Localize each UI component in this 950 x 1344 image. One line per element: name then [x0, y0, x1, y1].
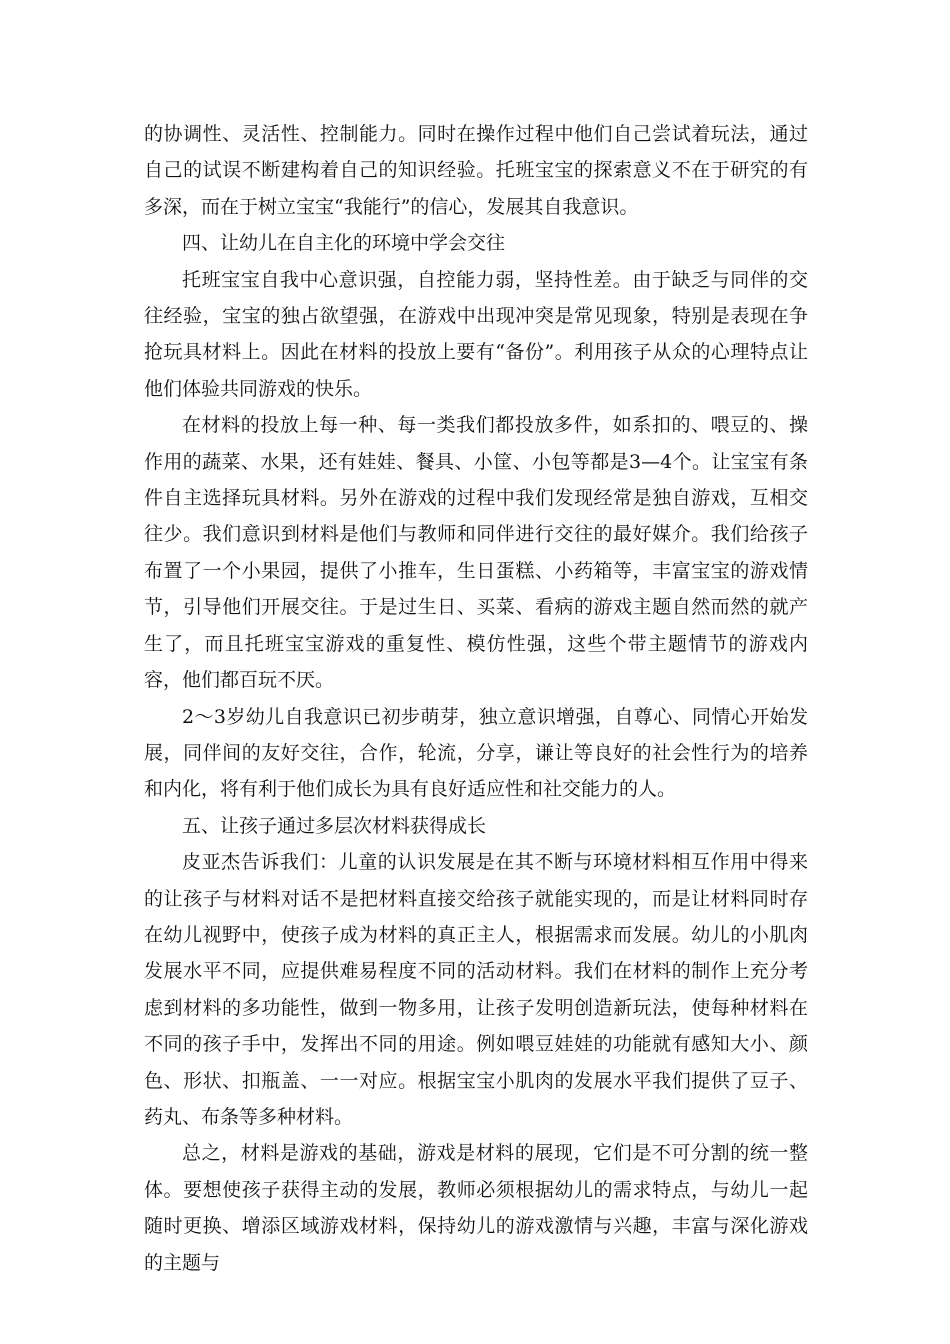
paragraph-summary: 总之，材料是游戏的基础，游戏是材料的展现，它们是不可分割的统一整体。要想使孩子获得主动的发展，教师必须根据幼儿的需求特点，与幼儿一起随时更换、增添区域游戏材料，保持幼儿的游戏激情与兴趣，丰富与深化游戏的主题与 — [144, 1142, 808, 1274]
document-body — [144, 116, 808, 1281]
paragraph-continued: 的协调性、灵活性、控制能力。同时在操作过程中他们自己尝试着玩法，通过自己的试误不断建构着自己的知识经验。托班宝宝的探索意义不在于研究的有多深，而在于树立宝宝“我能行”的信心，发展其自我意识。 — [144, 123, 808, 218]
section-heading-4: 四、让幼儿在自主化的环境中学会交往 — [182, 232, 506, 255]
paragraph: 2～3岁幼儿自我意识已初步萌芽，独立意识增强，自尊心、同情心开始发展，同伴间的友好交往，合作，轮流，分享，谦让等良好的社会性行为的培养和内化，将有利于他们成长为具有良好适应性和社交能力的人。 — [144, 705, 808, 801]
paragraph: 在材料的投放上每一种、每一类我们都投放多件，如系扣的、喂豆的、操作用的蔬菜、水果，还有娃娃、餐具、小筐、小包等都是3—4个。让宝宝有条件自主选择玩具材料。另外在游戏的过程中我们发现经常是独自游戏，互相交往少。我们意识到材料是他们与教师和同伴进行交往的最好媒介。我们给孩子布置了一个小果园，提供了小推车，生日蛋糕、小药箱等，丰富宝宝的游戏情节，引导他们开展交往。于是过生日、买菜、看病的游戏主题自然而然的就产生了，而且托班宝宝游戏的重复性、模仿性强，这些个带主题情节的游戏内容，他们都百玩不厌。 — [144, 414, 808, 692]
paragraph: 托班宝宝自我中心意识强，自控能力弱，坚持性差。由于缺乏与同伴的交往经验，宝宝的独占欲望强，在游戏中出现冲突是常见现象，特别是表现在争抢玩具材料上。因此在材料的投放上要有“备份”。利用孩子从众的心理特点让他们体验共同游戏的快乐。 — [144, 268, 808, 400]
section-heading-5: 五、让孩子通过多层次材料获得成长 — [182, 814, 487, 837]
paragraph: 皮亚杰告诉我们：儿童的认识发展是在其不断与环境材料相互作用中得来的让孩子与材料对话不是把材料直接交给孩子就能实现的，而是让材料同时存在幼儿视野中，使孩子成为材料的真正主人，根据需求而发展。幼儿的小肌肉发展水平不同，应提供难易程度不同的活动材料。我们在材料的制作上充分考虑到材料的多功能性，做到一物多用，让孩子发明创造新玩法，使每种材料在不同的孩子手中，发挥出不同的用途。例如喂豆娃娃的功能就有感知大小、颜色、形状、扣瓶盖、一一对应。根据宝宝小肌肉的发展水平我们提供了豆子、药丸、布条等多种材料。 — [144, 851, 808, 1128]
